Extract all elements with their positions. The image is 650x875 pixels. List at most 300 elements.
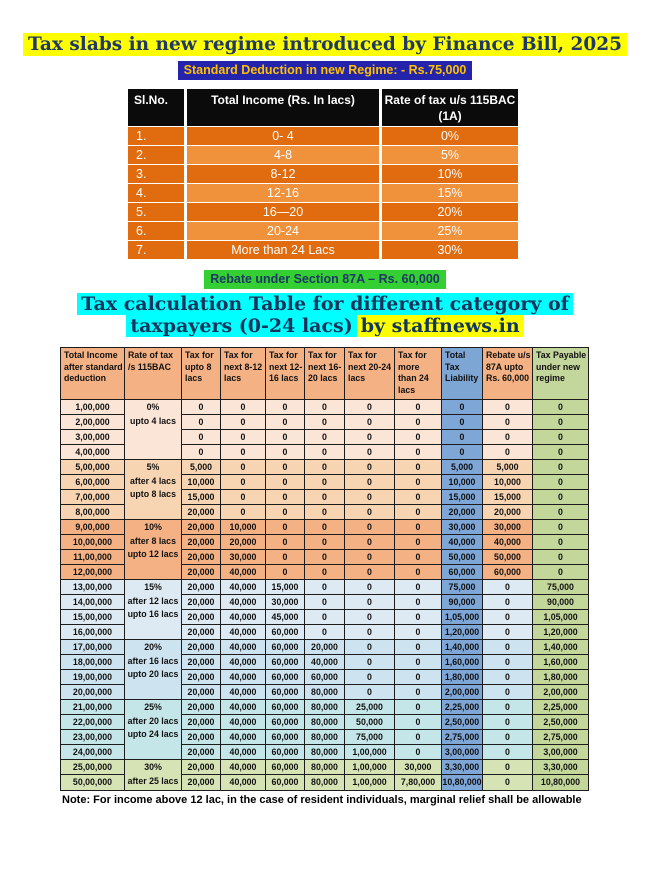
- rebate-cell: 0: [483, 655, 533, 670]
- tax-16-20-cell: 0: [305, 625, 345, 640]
- payable-cell: 2,50,000: [533, 715, 589, 730]
- tax-20-24-cell: 0: [345, 535, 395, 550]
- calc-title-line2: taxpayers (0-24 lacs): [126, 315, 356, 337]
- tax-upto8-cell: 20,000: [182, 535, 221, 550]
- standard-deduction-banner: [0, 61, 650, 79]
- tax-upto8-cell: 20,000: [182, 700, 221, 715]
- tax-8-12-cell: 40,000: [221, 700, 266, 715]
- total-tax-cell: 60,000: [442, 565, 483, 580]
- payable-cell: 0: [533, 415, 589, 430]
- total-tax-cell: 0: [442, 445, 483, 460]
- payable-cell: 1,40,000: [533, 640, 589, 655]
- calc-header-cell: Tax for next 12- 16 lacs: [266, 348, 305, 400]
- rebate-cell: 0: [483, 745, 533, 760]
- total-tax-cell: 2,00,000: [442, 685, 483, 700]
- tax-20-24-cell: 50,000: [345, 715, 395, 730]
- payable-cell: 2,00,000: [533, 685, 589, 700]
- tax-20-24-cell: 25,000: [345, 700, 395, 715]
- tax-12-16-cell: 0: [266, 430, 305, 445]
- tax-upto8-cell: 20,000: [182, 745, 221, 760]
- slab-slno-cell: 3.: [128, 165, 184, 183]
- tax-upto8-cell: 20,000: [182, 595, 221, 610]
- total-tax-cell: 30,000: [442, 520, 483, 535]
- rebate-cell: 0: [483, 580, 533, 595]
- tax-16-20-cell: 0: [305, 535, 345, 550]
- rate-cell: [125, 580, 182, 640]
- payable-cell: 0: [533, 550, 589, 565]
- rebate-cell: 5,000: [483, 460, 533, 475]
- rate-line: 30%: [144, 762, 162, 772]
- tax-8-12-cell: 20,000: [221, 535, 266, 550]
- tax-20-24-cell: 0: [345, 595, 395, 610]
- calc-header-cell: Tax for next 20-24 lacs: [345, 348, 395, 400]
- slab-row: [128, 184, 518, 202]
- tax-upto8-cell: 20,000: [182, 640, 221, 655]
- tax-12-16-cell: 60,000: [266, 760, 305, 775]
- payable-cell: 0: [533, 505, 589, 520]
- rate-line: after 4 lacs: [130, 475, 176, 486]
- tax-calculation-table: [60, 347, 589, 791]
- payable-cell: 0: [533, 460, 589, 475]
- calc-header-cell: Total Tax Liability: [442, 348, 483, 400]
- total-tax-cell: 0: [442, 430, 483, 445]
- total-tax-cell: 50,000: [442, 550, 483, 565]
- tax-20-24-cell: 0: [345, 670, 395, 685]
- tax-upto8-cell: 0: [182, 400, 221, 415]
- payable-cell: 1,20,000: [533, 625, 589, 640]
- rate-line: upto 8 lacs: [130, 489, 176, 499]
- rebate-cell: 0: [483, 685, 533, 700]
- income-cell: 22,00,000: [61, 715, 125, 730]
- tax-8-12-cell: 40,000: [221, 670, 266, 685]
- tax-20-24-cell: 1,00,000: [345, 745, 395, 760]
- payable-cell: 0: [533, 430, 589, 445]
- tax-20-24-cell: 0: [345, 685, 395, 700]
- tax-8-12-cell: 40,000: [221, 685, 266, 700]
- calc-row: [61, 760, 589, 775]
- income-cell: 25,00,000: [61, 760, 125, 775]
- tax-upto8-cell: 0: [182, 430, 221, 445]
- rebate-cell: 50,000: [483, 550, 533, 565]
- calc-row: [61, 640, 589, 655]
- tax-upto8-cell: 20,000: [182, 565, 221, 580]
- tax-20-24-cell: 0: [345, 625, 395, 640]
- tax-12-16-cell: 0: [266, 535, 305, 550]
- total-tax-cell: 1,80,000: [442, 670, 483, 685]
- payable-cell: 75,000: [533, 580, 589, 595]
- tax-16-20-cell: 60,000: [305, 670, 345, 685]
- calc-header-cell: Tax for more than 24 lacs: [395, 348, 442, 400]
- calc-row: [61, 520, 589, 535]
- slab-row: [128, 222, 518, 240]
- tax-8-12-cell: 40,000: [221, 655, 266, 670]
- tax-upto8-cell: 20,000: [182, 775, 221, 790]
- rate-line: after 16 lacs: [127, 655, 179, 666]
- tax-8-12-cell: 40,000: [221, 580, 266, 595]
- slab-rate-cell: 5%: [382, 146, 518, 164]
- total-tax-cell: 40,000: [442, 535, 483, 550]
- tax-above24-cell: 0: [395, 565, 442, 580]
- rebate-cell: 15,000: [483, 490, 533, 505]
- tax-above24-cell: 0: [395, 685, 442, 700]
- slab-slno-cell: 6.: [128, 222, 184, 240]
- tax-upto8-cell: 5,000: [182, 460, 221, 475]
- tax-12-16-cell: 60,000: [266, 775, 305, 790]
- tax-16-20-cell: 0: [305, 490, 345, 505]
- slab-rate-cell: 20%: [382, 203, 518, 221]
- tax-12-16-cell: 45,000: [266, 610, 305, 625]
- tax-20-24-cell: 0: [345, 640, 395, 655]
- tax-16-20-cell: 80,000: [305, 715, 345, 730]
- total-tax-cell: 75,000: [442, 580, 483, 595]
- rate-line: upto 20 lacs: [127, 669, 179, 679]
- tax-8-12-cell: 0: [221, 430, 266, 445]
- tax-20-24-cell: 0: [345, 550, 395, 565]
- rebate-cell: 40,000: [483, 535, 533, 550]
- payable-cell: 0: [533, 400, 589, 415]
- income-cell: 15,00,000: [61, 610, 125, 625]
- tax-20-24-cell: 0: [345, 565, 395, 580]
- income-cell: 10,00,000: [61, 535, 125, 550]
- tax-12-16-cell: 60,000: [266, 640, 305, 655]
- tax-above24-cell: 0: [395, 730, 442, 745]
- tax-8-12-cell: 40,000: [221, 640, 266, 655]
- tax-above24-cell: 0: [395, 400, 442, 415]
- tax-above24-cell: 0: [395, 475, 442, 490]
- calc-header-row: [61, 348, 589, 400]
- tax-16-20-cell: 80,000: [305, 760, 345, 775]
- rate-line: 15%: [144, 582, 162, 592]
- payable-cell: 1,80,000: [533, 670, 589, 685]
- tax-12-16-cell: 15,000: [266, 580, 305, 595]
- rebate-cell: 60,000: [483, 565, 533, 580]
- slab-slno-cell: 1.: [128, 127, 184, 145]
- payable-cell: 10,80,000: [533, 775, 589, 790]
- rate-line: after 20 lacs: [127, 715, 179, 726]
- rebate-cell: 0: [483, 775, 533, 790]
- payable-cell: 3,30,000: [533, 760, 589, 775]
- rate-line: after 25 lacs: [127, 775, 179, 786]
- tax-upto8-cell: 20,000: [182, 520, 221, 535]
- slab-slno-cell: 2.: [128, 146, 184, 164]
- tax-20-24-cell: 0: [345, 580, 395, 595]
- total-tax-cell: 20,000: [442, 505, 483, 520]
- slab-header-slno: Sl.No.: [128, 89, 184, 126]
- tax-above24-cell: 0: [395, 715, 442, 730]
- payable-cell: 0: [533, 445, 589, 460]
- income-cell: 11,00,000: [61, 550, 125, 565]
- tax-above24-cell: 0: [395, 505, 442, 520]
- tax-16-20-cell: 20,000: [305, 640, 345, 655]
- tax-12-16-cell: 0: [266, 475, 305, 490]
- tax-16-20-cell: 80,000: [305, 685, 345, 700]
- rebate-cell: 0: [483, 400, 533, 415]
- rebate-cell: 10,000: [483, 475, 533, 490]
- tax-above24-cell: 0: [395, 610, 442, 625]
- tax-20-24-cell: 1,00,000: [345, 760, 395, 775]
- tax-20-24-cell: 0: [345, 445, 395, 460]
- tax-8-12-cell: 40,000: [221, 595, 266, 610]
- total-tax-cell: 1,60,000: [442, 655, 483, 670]
- income-cell: 18,00,000: [61, 655, 125, 670]
- slab-rate-cell: 25%: [382, 222, 518, 240]
- tax-12-16-cell: 0: [266, 400, 305, 415]
- tax-above24-cell: 0: [395, 745, 442, 760]
- calc-row: [61, 400, 589, 415]
- tax-above24-cell: 0: [395, 415, 442, 430]
- slab-rate-cell: 15%: [382, 184, 518, 202]
- tax-above24-cell: 30,000: [395, 760, 442, 775]
- rate-cell: [125, 640, 182, 700]
- income-cell: 2,00,000: [61, 415, 125, 430]
- rebate-banner: [0, 270, 650, 288]
- total-tax-cell: 5,000: [442, 460, 483, 475]
- income-cell: 21,00,000: [61, 700, 125, 715]
- payable-cell: 3,00,000: [533, 745, 589, 760]
- rebate-cell: 0: [483, 715, 533, 730]
- rate-line: after 12 lacs: [127, 595, 179, 606]
- tax-upto8-cell: 15,000: [182, 490, 221, 505]
- calc-title-byline: by staffnews.in: [357, 315, 524, 337]
- tax-16-20-cell: 40,000: [305, 655, 345, 670]
- total-tax-cell: 10,000: [442, 475, 483, 490]
- slab-row: [128, 241, 518, 259]
- income-cell: 20,00,000: [61, 685, 125, 700]
- tax-16-20-cell: 80,000: [305, 730, 345, 745]
- income-cell: 6,00,000: [61, 475, 125, 490]
- tax-20-24-cell: 75,000: [345, 730, 395, 745]
- tax-8-12-cell: 40,000: [221, 715, 266, 730]
- tax-16-20-cell: 80,000: [305, 700, 345, 715]
- tax-20-24-cell: 0: [345, 490, 395, 505]
- tax-above24-cell: 0: [395, 550, 442, 565]
- tax-12-16-cell: 60,000: [266, 715, 305, 730]
- footnote: Note: For income above 12 lac, in the case of resident individuals, marginal relief shall be allowable: [62, 793, 582, 806]
- tax-upto8-cell: 20,000: [182, 580, 221, 595]
- payable-cell: 2,75,000: [533, 730, 589, 745]
- rebate-cell: 0: [483, 610, 533, 625]
- tax-20-24-cell: 0: [345, 430, 395, 445]
- rebate-cell: 0: [483, 730, 533, 745]
- tax-20-24-cell: 0: [345, 655, 395, 670]
- slab-header-rate: Rate of tax u/s 115BAC (1A): [382, 89, 518, 126]
- total-tax-cell: 2,25,000: [442, 700, 483, 715]
- tax-above24-cell: 0: [395, 535, 442, 550]
- tax-12-16-cell: 0: [266, 445, 305, 460]
- tax-above24-cell: 0: [395, 700, 442, 715]
- tax-20-24-cell: 0: [345, 520, 395, 535]
- tax-16-20-cell: 0: [305, 505, 345, 520]
- calc-row: [61, 580, 589, 595]
- slab-income-cell: 16—20: [187, 203, 379, 221]
- tax-8-12-cell: 40,000: [221, 610, 266, 625]
- calc-header-cell: Rebate u/s 87A upto Rs. 60,000: [483, 348, 533, 400]
- income-cell: 14,00,000: [61, 595, 125, 610]
- tax-16-20-cell: 80,000: [305, 775, 345, 790]
- slab-slno-cell: 4.: [128, 184, 184, 202]
- tax-12-16-cell: 60,000: [266, 625, 305, 640]
- tax-upto8-cell: 20,000: [182, 550, 221, 565]
- rate-cell: [125, 400, 182, 460]
- rebate-cell: 20,000: [483, 505, 533, 520]
- tax-upto8-cell: 0: [182, 415, 221, 430]
- tax-slab-table: [125, 88, 521, 260]
- tax-16-20-cell: 0: [305, 520, 345, 535]
- rate-line: 10%: [144, 522, 162, 532]
- slab-slno-cell: 7.: [128, 241, 184, 259]
- tax-16-20-cell: 0: [305, 445, 345, 460]
- income-cell: 50,00,000: [61, 775, 125, 790]
- slab-slno-cell: 5.: [128, 203, 184, 221]
- tax-above24-cell: 0: [395, 460, 442, 475]
- tax-8-12-cell: 40,000: [221, 745, 266, 760]
- tax-8-12-cell: 0: [221, 490, 266, 505]
- tax-above24-cell: 7,80,000: [395, 775, 442, 790]
- total-tax-cell: 10,80,000: [442, 775, 483, 790]
- rate-line: upto 24 lacs: [127, 729, 179, 739]
- income-cell: 9,00,000: [61, 520, 125, 535]
- total-tax-cell: 0: [442, 400, 483, 415]
- total-tax-cell: 1,20,000: [442, 625, 483, 640]
- income-cell: 16,00,000: [61, 625, 125, 640]
- slab-rate-cell: 30%: [382, 241, 518, 259]
- payable-cell: 0: [533, 520, 589, 535]
- calc-table-title: [0, 293, 650, 337]
- tax-12-16-cell: 0: [266, 490, 305, 505]
- payable-cell: 90,000: [533, 595, 589, 610]
- rebate-cell: 0: [483, 670, 533, 685]
- slab-row: [128, 203, 518, 221]
- rebate-cell: 0: [483, 625, 533, 640]
- slab-income-cell: 8-12: [187, 165, 379, 183]
- total-tax-cell: 3,30,000: [442, 760, 483, 775]
- tax-16-20-cell: 0: [305, 550, 345, 565]
- tax-upto8-cell: 20,000: [182, 610, 221, 625]
- income-cell: 23,00,000: [61, 730, 125, 745]
- tax-20-24-cell: 1,00,000: [345, 775, 395, 790]
- income-cell: 4,00,000: [61, 445, 125, 460]
- income-cell: 5,00,000: [61, 460, 125, 475]
- tax-8-12-cell: 0: [221, 445, 266, 460]
- payable-cell: 1,05,000: [533, 610, 589, 625]
- rebate-cell: 0: [483, 640, 533, 655]
- rate-line: 25%: [144, 702, 162, 712]
- slab-income-cell: 12-16: [187, 184, 379, 202]
- income-cell: 19,00,000: [61, 670, 125, 685]
- tax-upto8-cell: 20,000: [182, 730, 221, 745]
- tax-8-12-cell: 40,000: [221, 565, 266, 580]
- tax-12-16-cell: 60,000: [266, 700, 305, 715]
- standard-deduction-text: Standard Deduction in new Regime: - Rs.75,000: [178, 61, 473, 80]
- tax-12-16-cell: 0: [266, 505, 305, 520]
- slab-header-row: [128, 89, 518, 126]
- page-title-text: Tax slabs in new regime introduced by Finance Bill, 2025: [23, 33, 627, 56]
- tax-above24-cell: 0: [395, 445, 442, 460]
- tax-20-24-cell: 0: [345, 460, 395, 475]
- rebate-cell: 0: [483, 415, 533, 430]
- tax-upto8-cell: 20,000: [182, 760, 221, 775]
- tax-upto8-cell: 20,000: [182, 685, 221, 700]
- tax-upto8-cell: 20,000: [182, 715, 221, 730]
- payable-cell: 2,25,000: [533, 700, 589, 715]
- income-cell: 13,00,000: [61, 580, 125, 595]
- tax-16-20-cell: 0: [305, 595, 345, 610]
- rate-line: upto 4 lacs: [130, 415, 176, 426]
- tax-12-16-cell: 60,000: [266, 730, 305, 745]
- slab-row: [128, 165, 518, 183]
- calc-row: [61, 460, 589, 475]
- rate-line: 0%: [146, 402, 160, 412]
- calc-row: [61, 700, 589, 715]
- tax-16-20-cell: 80,000: [305, 745, 345, 760]
- tax-above24-cell: 0: [395, 595, 442, 610]
- rate-cell: [125, 760, 182, 791]
- calc-header-cell: Tax for upto 8 lacs: [182, 348, 221, 400]
- tax-8-12-cell: 40,000: [221, 625, 266, 640]
- total-tax-cell: 15,000: [442, 490, 483, 505]
- total-tax-cell: 90,000: [442, 595, 483, 610]
- tax-upto8-cell: 0: [182, 445, 221, 460]
- tax-12-16-cell: 60,000: [266, 655, 305, 670]
- rate-cell: [125, 520, 182, 580]
- tax-12-16-cell: 0: [266, 415, 305, 430]
- tax-8-12-cell: 0: [221, 475, 266, 490]
- tax-20-24-cell: 0: [345, 505, 395, 520]
- tax-8-12-cell: 0: [221, 505, 266, 520]
- tax-12-16-cell: 0: [266, 565, 305, 580]
- income-cell: 8,00,000: [61, 505, 125, 520]
- tax-20-24-cell: 0: [345, 400, 395, 415]
- tax-12-16-cell: 0: [266, 520, 305, 535]
- tax-16-20-cell: 0: [305, 610, 345, 625]
- payable-cell: 0: [533, 490, 589, 505]
- tax-20-24-cell: 0: [345, 610, 395, 625]
- rebate-cell: 0: [483, 430, 533, 445]
- income-cell: 24,00,000: [61, 745, 125, 760]
- rate-line: 5%: [146, 462, 160, 472]
- tax-above24-cell: 0: [395, 655, 442, 670]
- calc-header-cell: Total Income after standard deduction: [61, 348, 125, 400]
- tax-16-20-cell: 0: [305, 565, 345, 580]
- slab-rate-cell: 0%: [382, 127, 518, 145]
- income-cell: 17,00,000: [61, 640, 125, 655]
- rate-line: 20%: [144, 642, 162, 652]
- tax-8-12-cell: 40,000: [221, 760, 266, 775]
- rate-cell: [125, 460, 182, 520]
- tax-upto8-cell: 20,000: [182, 505, 221, 520]
- tax-8-12-cell: 40,000: [221, 775, 266, 790]
- tax-16-20-cell: 0: [305, 475, 345, 490]
- total-tax-cell: 2,50,000: [442, 715, 483, 730]
- rebate-cell: 0: [483, 445, 533, 460]
- calc-header-cell: Rate of tax /s 115BAC: [125, 348, 182, 400]
- tax-12-16-cell: 60,000: [266, 670, 305, 685]
- rate-cell: [125, 700, 182, 760]
- tax-16-20-cell: 0: [305, 415, 345, 430]
- slab-income-cell: 4-8: [187, 146, 379, 164]
- slab-income-cell: More than 24 Lacs: [187, 241, 379, 259]
- rebate-cell: 30,000: [483, 520, 533, 535]
- slab-rate-cell: 10%: [382, 165, 518, 183]
- slab-income-cell: 0- 4: [187, 127, 379, 145]
- total-tax-cell: 3,00,000: [442, 745, 483, 760]
- tax-16-20-cell: 0: [305, 580, 345, 595]
- tax-16-20-cell: 0: [305, 460, 345, 475]
- tax-20-24-cell: 0: [345, 415, 395, 430]
- tax-12-16-cell: 0: [266, 460, 305, 475]
- income-cell: 12,00,000: [61, 565, 125, 580]
- payable-cell: 1,60,000: [533, 655, 589, 670]
